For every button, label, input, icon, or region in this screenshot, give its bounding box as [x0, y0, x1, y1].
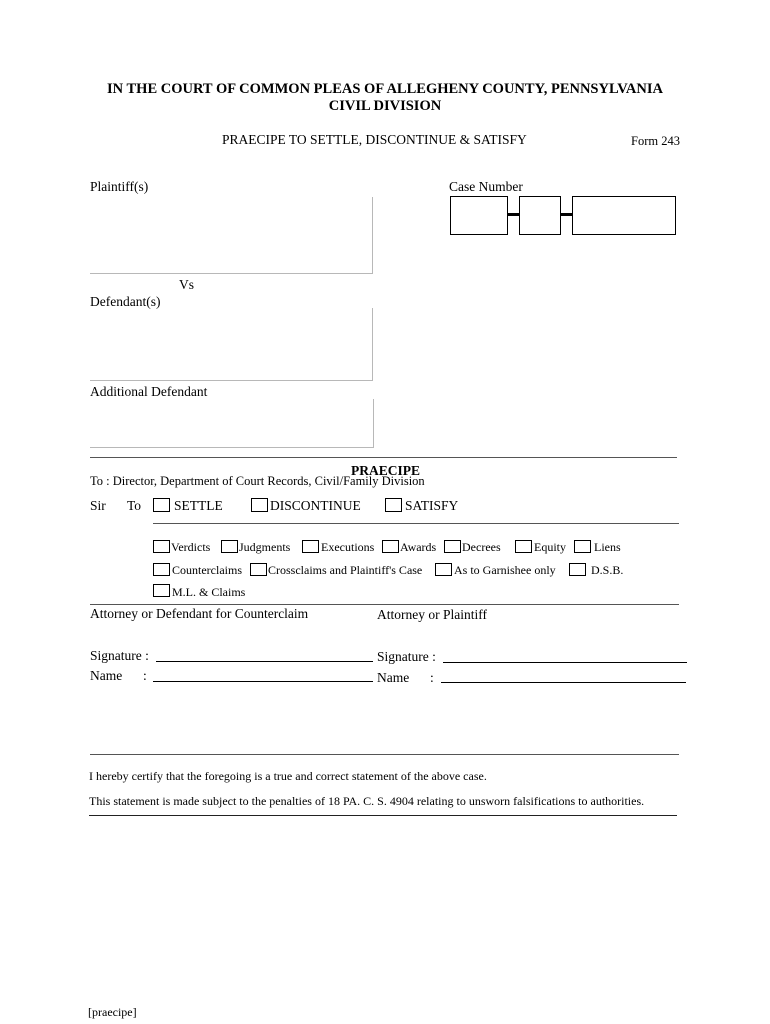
- dsb-checkbox[interactable]: [569, 563, 586, 576]
- case-number-dash-1: [508, 213, 519, 216]
- liens-checkbox[interactable]: [574, 540, 591, 553]
- awards-label: Awards: [400, 540, 437, 554]
- additional-defendant-field[interactable]: [90, 399, 374, 448]
- ml-claims-label: M.L. & Claims: [172, 585, 246, 599]
- court-title: IN THE COURT OF COMMON PLEAS OF ALLEGHENY COUNTY, PENNSYLVANIA: [107, 81, 663, 97]
- counterclaims-checkbox[interactable]: [153, 563, 170, 576]
- left-name-line[interactable]: [153, 681, 373, 682]
- right-name-line[interactable]: [441, 682, 686, 683]
- garnishee-checkbox[interactable]: [435, 563, 452, 576]
- defendant-label: Defendant(s): [90, 294, 161, 309]
- plaintiff-field[interactable]: [90, 197, 373, 274]
- plaintiff-label: Plaintiff(s): [90, 179, 149, 194]
- judgments-checkbox[interactable]: [221, 540, 238, 553]
- garnishee-label: As to Garnishee only: [454, 563, 556, 577]
- to-label: To: [127, 498, 142, 513]
- decrees-checkbox[interactable]: [444, 540, 461, 553]
- case-number-part-2[interactable]: [519, 196, 561, 235]
- left-signature-label: Signature :: [90, 648, 149, 663]
- left-name-label: Name: [90, 668, 123, 683]
- section-divider: [90, 457, 677, 458]
- discontinue-checkbox[interactable]: [251, 498, 268, 512]
- defendant-field[interactable]: [90, 308, 373, 381]
- crossclaims-checkbox[interactable]: [250, 563, 267, 576]
- crossclaims-label: Crossclaims and Plaintiff's Case: [268, 563, 423, 577]
- form-number: Form 243: [631, 134, 680, 148]
- right-signature-line[interactable]: [443, 662, 687, 663]
- counterclaims-label: Counterclaims: [172, 563, 242, 577]
- to-director-line: To : Director, Department of Court Records, Civil/Family Division: [90, 474, 425, 488]
- items-divider: [90, 604, 679, 605]
- settle-label: SETTLE: [174, 498, 223, 513]
- equity-label: Equity: [534, 540, 566, 554]
- certification-bottom-rule: [89, 815, 677, 816]
- discontinue-label: DISCONTINUE: [270, 498, 361, 513]
- additional-defendant-label: Additional Defendant: [90, 384, 208, 399]
- case-number-part-3[interactable]: [572, 196, 676, 235]
- judgments-label: Judgments: [239, 540, 291, 554]
- right-signature-label: Signature :: [377, 649, 436, 664]
- left-signature-heading: Attorney or Defendant for Counterclaim: [90, 606, 309, 621]
- settle-checkbox[interactable]: [153, 498, 170, 512]
- sir-label: Sir: [90, 498, 106, 513]
- liens-label: Liens: [594, 540, 621, 554]
- ml-claims-checkbox[interactable]: [153, 584, 170, 597]
- executions-checkbox[interactable]: [302, 540, 319, 553]
- footer-tag: [praecipe]: [88, 1005, 137, 1019]
- vs-label: Vs: [179, 277, 195, 292]
- equity-checkbox[interactable]: [515, 540, 532, 553]
- form-title: PRAECIPE TO SETTLE, DISCONTINUE & SATISFY: [222, 132, 527, 147]
- awards-checkbox[interactable]: [382, 540, 399, 553]
- right-name-label: Name: [377, 670, 410, 685]
- certification-divider: [90, 754, 679, 755]
- decrees-label: Decrees: [462, 540, 501, 554]
- right-name-colon: :: [430, 670, 434, 685]
- verdicts-checkbox[interactable]: [153, 540, 170, 553]
- case-number-part-1[interactable]: [450, 196, 508, 235]
- certify-line-1: I hereby certify that the foregoing is a true and correct statement of the above case.: [89, 769, 487, 783]
- case-number-dash-2: [561, 213, 572, 216]
- executions-label: Executions: [321, 540, 375, 554]
- left-name-colon: :: [143, 668, 147, 683]
- options-divider: [153, 523, 679, 524]
- left-signature-line[interactable]: [156, 661, 373, 662]
- right-signature-heading: Attorney or Plaintiff: [377, 607, 487, 622]
- certify-line-2: This statement is made subject to the penalties of 18 PA. C. S. 4904 relating to unsworn falsifications to authorities.: [89, 794, 645, 808]
- satisfy-checkbox[interactable]: [385, 498, 402, 512]
- case-number-label: Case Number: [449, 179, 523, 194]
- verdicts-label: Verdicts: [171, 540, 211, 554]
- satisfy-label: SATISFY: [405, 498, 459, 513]
- dsb-label: D.S.B.: [591, 563, 624, 577]
- praecipe-heading: PRAECIPE: [351, 463, 421, 478]
- division-title: CIVIL DIVISION: [328, 98, 442, 114]
